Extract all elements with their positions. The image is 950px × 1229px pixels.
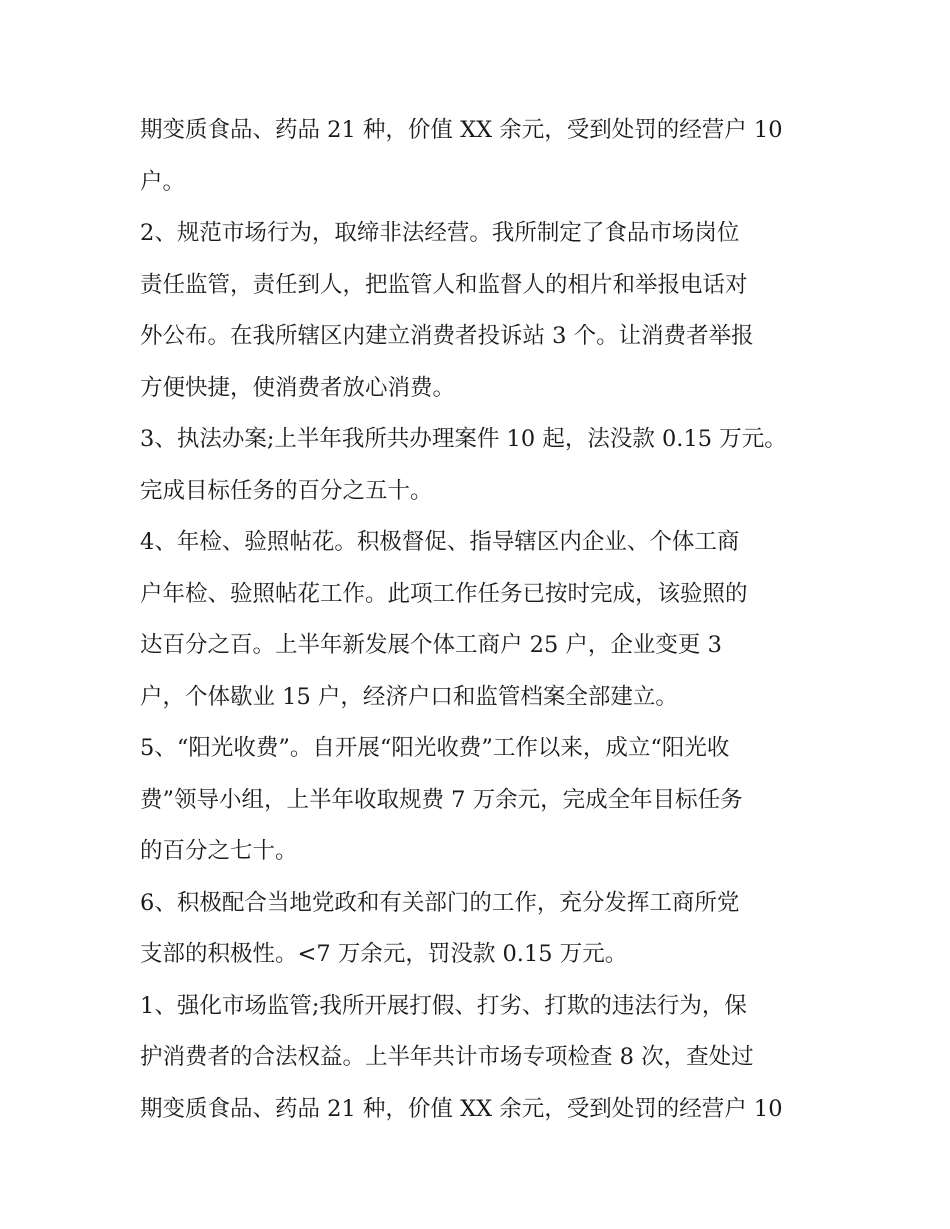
text-line: 达百分之百。上半年新发展个体工商户 25 户，企业变更 3	[140, 632, 722, 658]
text-line: 责任监管，责任到人，把监管人和监督人的相片和举报电话对	[140, 271, 748, 298]
text-line: 1、强化市场监管;我所开展打假、打劣、打欺的违法行为，保	[140, 992, 747, 1019]
text-line: 支部的积极性。<7 万余元，罚没款 0.15 万元。	[140, 941, 628, 967]
text-line: 期变质食品、药品 21 种，价值 XX 余元，受到处罚的经营户 10	[140, 117, 783, 143]
text-line: 方便快捷，使消费者放心消费。	[140, 374, 456, 401]
text-line: 3、执法办案;上半年我所共办理案件 10 起，法没款 0.15 万元。	[140, 426, 787, 452]
text-line: 4、年检、验照帖花。积极督促、指导辖区内企业、个体工商	[140, 529, 740, 555]
text-line: 户，个体歇业 15 户，经济户口和监管档案全部建立。	[140, 683, 678, 710]
text-line: 费”领导小组，上半年收取规费 7 万余元，完成全年目标任务	[140, 786, 743, 813]
text-line: 完成目标任务的百分之五十。	[140, 477, 433, 504]
text-line: 外公布。在我所辖区内建立消费者投诉站 3 个。让消费者举报	[140, 323, 754, 349]
text-line: 户。	[140, 168, 186, 195]
text-line: 护消费者的合法权益。上半年共计市场专项检查 8 次，查处过	[140, 1044, 754, 1070]
text-line: 5、“阳光收费”。自开展“阳光收费”工作以来，成立“阳光收	[140, 735, 730, 761]
text-line: 户年检、验照帖花工作。此项工作任务已按时完成，该验照的	[140, 580, 748, 607]
text-line: 的百分之七十。	[140, 838, 298, 864]
document-body	[140, 108, 820, 1138]
text-line: 2、规范市场行为，取缔非法经营。我所制定了食品市场岗位	[140, 220, 740, 246]
text-line: 期变质食品、药品 21 种，价值 XX 余元，受到处罚的经营户 10	[140, 1095, 783, 1122]
text-line: 6、积极配合当地党政和有关部门的工作，充分发挥工商所党	[140, 889, 740, 916]
